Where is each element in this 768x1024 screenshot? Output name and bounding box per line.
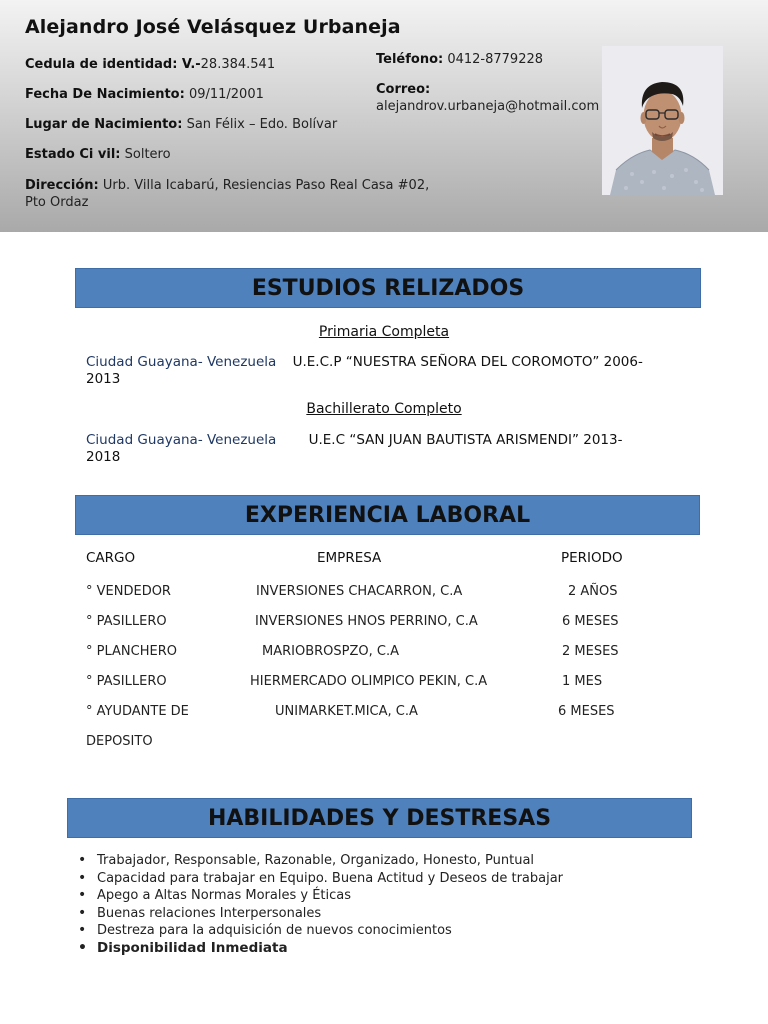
- row-2-cargo: ° PASILLERO: [86, 614, 167, 629]
- direccion-line: [25, 178, 429, 194]
- estudios-section-bar: [75, 268, 701, 308]
- bachillerato-school: U.E.C “SAN JUAN BAUTISTA ARISMENDI” 2013-: [308, 432, 623, 448]
- skill-item: • Disponibilidad Inmediata: [78, 940, 563, 958]
- primaria-place: Ciudad Guayana- Venezuela: [86, 354, 277, 370]
- row-1-periodo: 2 AÑOS: [568, 584, 618, 599]
- estado-value: Soltero: [124, 147, 171, 162]
- row-3-cargo: ° PLANCHERO: [86, 644, 177, 659]
- habilidades-section-bar: [67, 798, 692, 838]
- fecha-line: [25, 87, 264, 103]
- lugar-label: Lugar de Nacimiento:: [25, 117, 183, 132]
- estado-line: [25, 147, 171, 163]
- direccion-value-2: Pto Ordaz: [25, 195, 89, 210]
- cedula-label: Cedula de identidad: V.-: [25, 57, 201, 72]
- row-3-empresa: MARIOBROSPZO, C.A: [262, 644, 399, 659]
- cedula-value: 28.384.541: [200, 57, 276, 72]
- fecha-value: 09/11/2001: [188, 87, 264, 102]
- primaria-year-end-line: [86, 371, 690, 388]
- lugar-value: San Félix – Edo. Bolívar: [186, 117, 338, 132]
- row-2-empresa: INVERSIONES HNOS PERRINO, C.A: [255, 614, 478, 629]
- direccion-line-2: [25, 195, 88, 211]
- candidate-name: Alejandro José Velásquez Urbaneja: [25, 16, 401, 38]
- col-header-periodo: PERIODO: [561, 550, 623, 566]
- bachillerato-year-end-line: [86, 449, 690, 466]
- row-4-cargo: ° PASILLERO: [86, 674, 167, 689]
- habilidades-title: HABILIDADES Y DESTRESAS: [207, 805, 552, 831]
- col-header-empresa: EMPRESA: [317, 550, 382, 566]
- header-panel: [0, 0, 768, 232]
- fecha-label: Fecha De Nacimiento:: [25, 87, 185, 102]
- estudios-title: ESTUDIOS RELIZADOS: [251, 275, 525, 301]
- direccion-label: Dirección:: [25, 178, 99, 193]
- correo-value-line: [376, 99, 599, 115]
- skill-item: • Destreza para la adquisición de nuevos conocimientos: [78, 922, 563, 940]
- row-5-cargo: ° AYUDANTE DE: [86, 704, 189, 719]
- bachillerato-title: Bachillerato Completo: [306, 401, 462, 417]
- skill-item: • Capacidad para trabajar en Equipo. Buena Actitud y Deseos de trabajar: [78, 870, 563, 888]
- skill-item: • Trabajador, Responsable, Razonable, Organizado, Honesto, Puntual: [78, 852, 563, 870]
- skills-list: [78, 852, 563, 958]
- bachillerato-place: Ciudad Guayana- Venezuela: [86, 432, 277, 448]
- primaria-entry: [86, 354, 690, 371]
- row-5-cargo-continuation: DEPOSITO: [86, 734, 153, 749]
- row-4-periodo: 1 MES: [562, 674, 603, 689]
- bachillerato-entry: [86, 432, 690, 449]
- bachillerato-year-end: 2018: [86, 449, 121, 465]
- direccion-value: Urb. Villa Icabarú, Resiencias Paso Real Casa #02,: [102, 178, 430, 193]
- estado-label: Estado Ci vil:: [25, 147, 121, 162]
- portrait-illustration: [602, 46, 723, 195]
- telefono-value: 0412-8779228: [447, 52, 544, 67]
- primaria-school: U.E.C.P “NUESTRA SEÑORA DEL COROMOTO” 2006-: [292, 354, 643, 370]
- primaria-year-end: 2013: [86, 371, 121, 387]
- correo-label: Correo:: [376, 82, 431, 97]
- col-header-cargo: CARGO: [86, 550, 136, 566]
- row-3-periodo: 2 MESES: [562, 644, 619, 659]
- lugar-line: [25, 117, 337, 133]
- experiencia-section-bar: [75, 495, 700, 535]
- primaria-title: Primaria Completa: [318, 324, 450, 340]
- cedula-line: [25, 57, 275, 73]
- correo-value: alejandrov.urbaneja@hotmail.com: [376, 99, 600, 114]
- telefono-line: [376, 52, 543, 68]
- telefono-label: Teléfono:: [376, 52, 444, 67]
- row-1-empresa: INVERSIONES CHACARRON, C.A: [256, 584, 463, 599]
- row-4-empresa: HIERMERCADO OLIMPICO PEKIN, C.A: [250, 674, 488, 689]
- correo-label-line: [376, 82, 430, 98]
- row-1-cargo: ° VENDEDOR: [86, 584, 171, 599]
- skill-item: • Buenas relaciones Interpersonales: [78, 905, 563, 923]
- profile-photo: [602, 46, 723, 195]
- skill-item: • Apego a Altas Normas Morales y Éticas: [78, 887, 563, 905]
- row-5-empresa: UNIMARKET.MICA, C.A: [275, 704, 418, 719]
- experiencia-title: EXPERIENCIA LABORAL: [244, 502, 531, 528]
- row-2-periodo: 6 MESES: [562, 614, 619, 629]
- row-5-periodo: 6 MESES: [558, 704, 615, 719]
